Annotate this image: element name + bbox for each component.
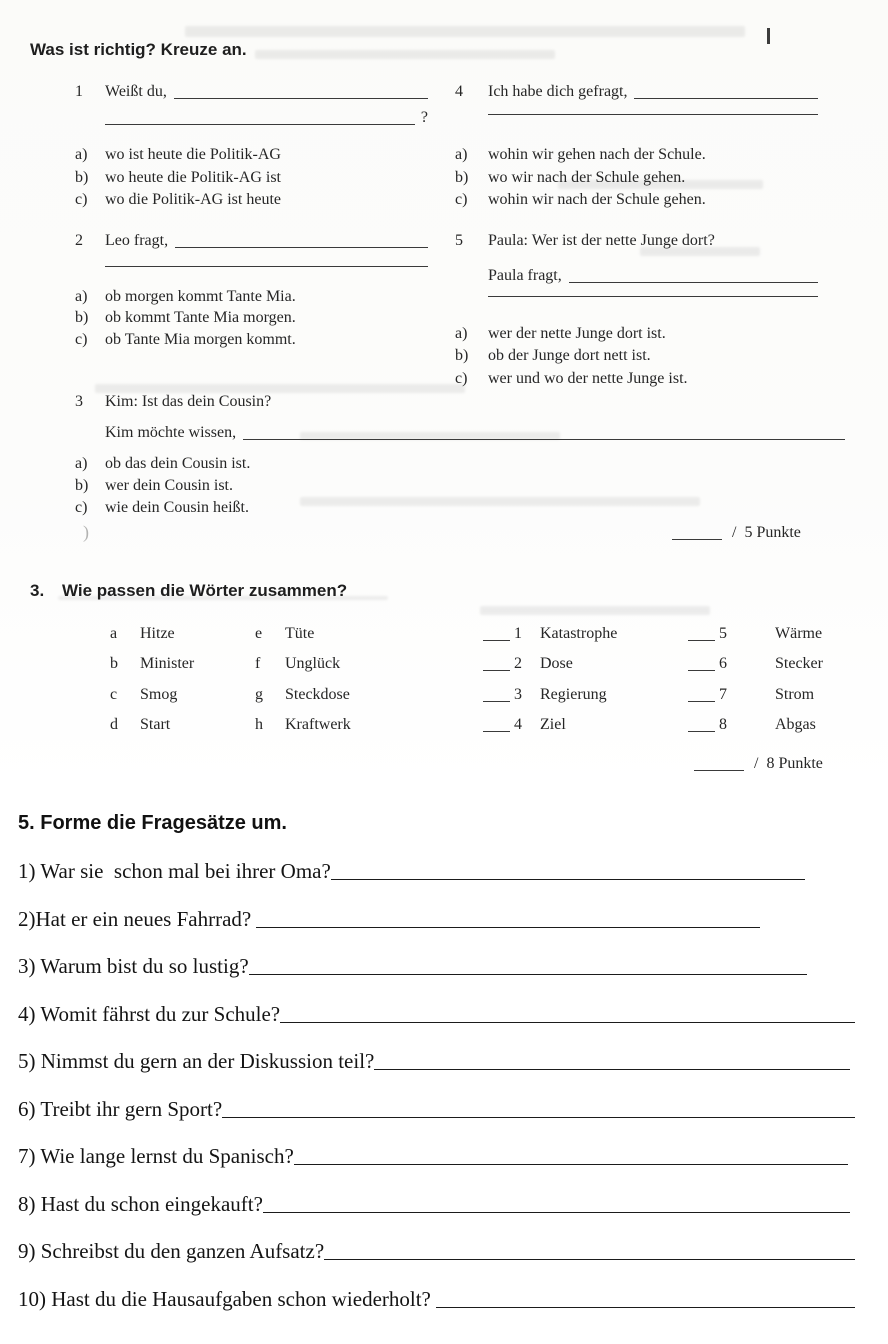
- q1-prompt: Weißt du,: [105, 83, 167, 100]
- option-text: wo ist heute die Politik-AG: [105, 146, 281, 163]
- q5-line1: [455, 231, 715, 251]
- q4-number: 4: [455, 83, 463, 100]
- question-text: 1) War sie schon mal bei ihrer Oma?: [18, 859, 331, 883]
- match-number: 1: [514, 625, 522, 642]
- match-word: Wärme: [775, 625, 823, 642]
- q3-prompt: Kim möchte wissen,: [105, 424, 237, 441]
- option-text: ob kommt Tante Mia morgen.: [105, 309, 296, 326]
- match-number: 7: [719, 686, 727, 703]
- q2-answer-blank: [175, 247, 428, 248]
- q4-blank-row: [455, 114, 818, 118]
- answer-blank: [294, 1164, 848, 1165]
- match-number: 4: [514, 716, 522, 733]
- option-letter: b): [75, 309, 89, 326]
- question-row-3: [18, 953, 807, 979]
- option-letter: b): [455, 169, 469, 186]
- word: Hitze: [140, 625, 175, 642]
- word-letter: b: [110, 655, 118, 672]
- q4-answer-blank: [634, 98, 818, 99]
- match-blank: [688, 731, 715, 732]
- q5-prompt: Paula fragt,: [488, 267, 562, 284]
- question-text: 2)Hat er ein neues Fahrrad?: [18, 907, 257, 931]
- answer-blank: [263, 1212, 850, 1213]
- question-text: 10) Hast du die Hausaufgaben schon wiederholt?: [18, 1287, 437, 1311]
- q5-option-b: [455, 346, 651, 366]
- q3-question: Kim: Ist das dein Cousin?: [105, 393, 272, 410]
- q2-number: 2: [75, 232, 83, 249]
- match-number: 3: [514, 686, 522, 703]
- match-row-3: [110, 685, 814, 705]
- q3-line1: [75, 392, 271, 412]
- question-row-6: [18, 1096, 855, 1122]
- match-blank: [483, 640, 510, 641]
- answer-blank: [331, 879, 805, 880]
- match-number: 6: [719, 655, 727, 672]
- option-text: ob der Junge dort nett ist.: [488, 347, 651, 364]
- option-text: wie dein Cousin heißt.: [105, 499, 249, 516]
- question-row-9: [18, 1238, 855, 1264]
- word: Steckdose: [285, 686, 350, 703]
- question-text: 7) Wie lange lernst du Spanisch?: [18, 1144, 294, 1168]
- q1-number: 1: [75, 83, 83, 100]
- option-letter: c): [455, 191, 468, 208]
- word-letter: d: [110, 716, 118, 733]
- option-letter: a): [455, 146, 468, 163]
- answer-blank: [374, 1069, 850, 1070]
- match-number: 2: [514, 655, 522, 672]
- q1-answer-blank: [174, 98, 428, 99]
- match-word: Regierung: [540, 686, 607, 703]
- q5-blank-row: [455, 296, 818, 300]
- answer-blank: [249, 974, 807, 975]
- section5-heading: 5. Forme die Fragesätze um.: [18, 812, 287, 834]
- match-blank: [483, 731, 510, 732]
- q4-prompt: Ich habe dich gefragt,: [488, 83, 628, 100]
- question-row-2: [18, 906, 760, 932]
- points-label: 8 Punkte: [766, 755, 823, 772]
- scan-mark-artifact: ): [83, 522, 89, 542]
- q3-option-b: [75, 476, 233, 496]
- q2-option-c: [75, 330, 296, 350]
- answer-blank: [222, 1117, 855, 1118]
- q2-prompt: Leo fragt,: [105, 232, 169, 249]
- question-row-10: [18, 1286, 855, 1312]
- q2-answer-blank-2: [105, 266, 428, 267]
- word: Smog: [140, 686, 178, 703]
- question-row-7: [18, 1143, 848, 1169]
- question-text: 4) Womit fährst du zur Schule?: [18, 1002, 281, 1026]
- scan-edge-artifact: [767, 28, 770, 44]
- q4-option-b: [455, 168, 685, 188]
- question-row-1: [18, 858, 805, 884]
- q2-option-b: [75, 308, 296, 328]
- match-row-1: [110, 624, 822, 644]
- word-letter: h: [255, 716, 263, 733]
- match-blank: [483, 670, 510, 671]
- match-blank: [483, 701, 510, 702]
- word-letter: e: [255, 625, 263, 642]
- match-word: Abgas: [775, 716, 816, 733]
- answer-blank: [436, 1307, 855, 1308]
- points-slash: /: [732, 524, 737, 541]
- option-text: ob Tante Mia morgen kommt.: [105, 331, 296, 348]
- option-letter: b): [75, 477, 89, 494]
- answer-blank: [256, 927, 760, 928]
- q1-blank-row: [75, 108, 428, 128]
- match-row-4: [110, 715, 816, 735]
- bleedthrough-artifact: [480, 606, 710, 615]
- word: Minister: [140, 655, 195, 672]
- option-text: wohin wir gehen nach der Schule.: [488, 146, 706, 163]
- option-letter: a): [75, 146, 88, 163]
- question-text: 6) Treibt ihr gern Sport?: [18, 1097, 223, 1121]
- match-word: Katastrophe: [540, 625, 618, 642]
- option-letter: a): [75, 288, 88, 305]
- option-text: ob das dein Cousin ist.: [105, 455, 251, 472]
- q3-option-a: [75, 454, 250, 474]
- points-blank: [672, 539, 722, 540]
- q5-number: 5: [455, 232, 463, 249]
- match-word: Strom: [775, 686, 815, 703]
- bleedthrough-artifact: [255, 50, 555, 59]
- q3-option-c: [75, 498, 249, 518]
- match-blank: [688, 670, 715, 671]
- option-letter: a): [455, 325, 468, 342]
- word-letter: f: [255, 655, 261, 672]
- points-label: 5 Punkte: [744, 524, 801, 541]
- q2-blank-row: [75, 266, 428, 270]
- option-letter: c): [455, 370, 468, 387]
- q3-number: 3: [75, 393, 83, 410]
- option-letter: b): [455, 347, 469, 364]
- section3-heading: [30, 581, 347, 601]
- option-letter: c): [75, 331, 88, 348]
- word-letter: g: [255, 686, 263, 703]
- option-letter: c): [75, 499, 88, 516]
- bleedthrough-artifact: [185, 26, 745, 37]
- word: Tüte: [285, 625, 315, 642]
- match-word: Ziel: [540, 716, 566, 733]
- q1-question-mark: ?: [420, 109, 428, 126]
- q5-option-c: [455, 369, 688, 389]
- q3-answer-blank: [243, 439, 845, 440]
- q3-prompt-row: [75, 423, 845, 443]
- q2-prompt-row: [75, 231, 428, 251]
- q5-option-a: [455, 324, 666, 344]
- answer-blank: [280, 1022, 855, 1023]
- q1-option-a: [75, 145, 281, 165]
- option-text: wer der nette Junge dort ist.: [488, 325, 666, 342]
- match-word: Stecker: [775, 655, 823, 672]
- word: Unglück: [285, 655, 341, 672]
- option-text: wohin wir nach der Schule gehen.: [488, 191, 706, 208]
- match-number: 5: [719, 625, 727, 642]
- question-row-5: [18, 1048, 850, 1074]
- question-row-8: [18, 1191, 850, 1217]
- q5-prompt-row: [455, 266, 818, 286]
- match-blank: [688, 701, 715, 702]
- points-blank: [694, 770, 744, 771]
- option-text: wer dein Cousin ist.: [105, 477, 233, 494]
- word-letter: c: [110, 686, 118, 703]
- section1-points: [672, 523, 818, 543]
- q1-prompt-row: [75, 82, 428, 102]
- option-text: wer und wo der nette Junge ist.: [488, 370, 688, 387]
- section3-heading-number: 3.: [30, 581, 45, 600]
- q2-option-a: [75, 287, 296, 307]
- word: Kraftwerk: [285, 716, 351, 733]
- option-letter: b): [75, 169, 89, 186]
- answer-blank: [324, 1259, 855, 1260]
- q4-option-a: [455, 145, 706, 165]
- q5-answer-blank: [569, 282, 818, 283]
- question-text: 3) Warum bist du so lustig?: [18, 954, 249, 978]
- q1-option-b: [75, 168, 281, 188]
- q4-prompt-row: [455, 82, 818, 102]
- match-blank: [688, 640, 715, 641]
- section1-heading: Was ist richtig? Kreuze an.: [30, 40, 247, 59]
- question-text: 8) Hast du schon eingekauft?: [18, 1192, 263, 1216]
- question-text: 9) Schreibst du den ganzen Aufsatz?: [18, 1239, 325, 1263]
- option-letter: c): [75, 191, 88, 208]
- option-text: ob morgen kommt Tante Mia.: [105, 288, 296, 305]
- option-letter: a): [75, 455, 88, 472]
- q5-question: Paula: Wer ist der nette Junge dort?: [488, 232, 715, 249]
- word: Start: [140, 716, 171, 733]
- q1-answer-blank-2: [105, 124, 415, 125]
- match-row-2: [110, 654, 823, 674]
- option-text: wo die Politik-AG ist heute: [105, 191, 281, 208]
- bleedthrough-artifact: [300, 497, 700, 506]
- section3-heading-text: Wie passen die Wörter zusammen?: [62, 581, 348, 600]
- section3-points: [694, 754, 840, 774]
- option-text: wo wir nach der Schule gehen.: [488, 169, 686, 186]
- points-slash: /: [754, 755, 759, 772]
- q4-option-c: [455, 190, 706, 210]
- q4-answer-blank-2: [488, 114, 818, 115]
- question-text: 5) Nimmst du gern an der Diskussion teil?: [18, 1049, 375, 1073]
- q1-option-c: [75, 190, 281, 210]
- q5-answer-blank-2: [488, 296, 818, 297]
- question-row-4: [18, 1001, 855, 1027]
- match-number: 8: [719, 716, 727, 733]
- match-word: Dose: [540, 655, 573, 672]
- option-text: wo heute die Politik-AG ist: [105, 169, 281, 186]
- word-letter: a: [110, 625, 118, 642]
